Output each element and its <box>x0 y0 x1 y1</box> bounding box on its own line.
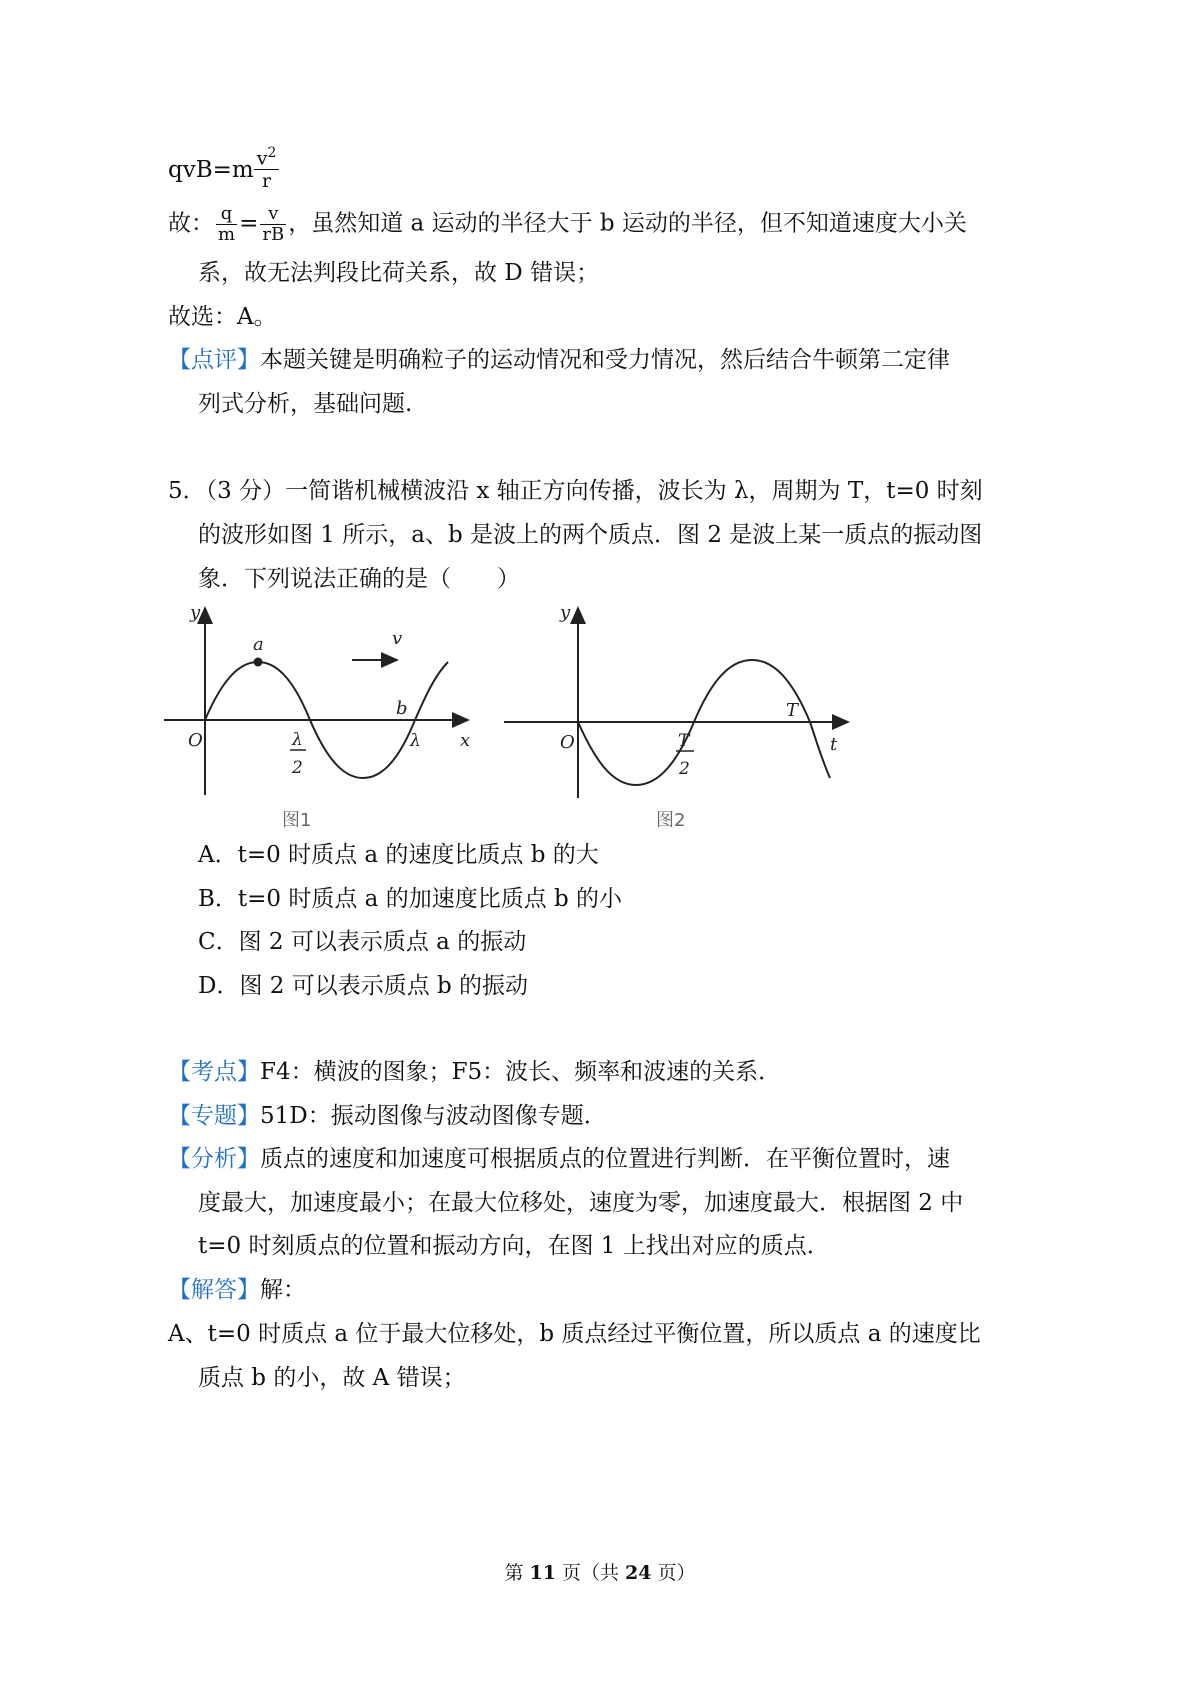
figure-2-vibration <box>500 600 860 830</box>
kaodian-tag: 【考点】 <box>168 1059 260 1085</box>
formula-lorentz <box>168 146 279 196</box>
fig1-point-a-marker <box>254 658 263 667</box>
fig1-half-lambda-num: λ <box>292 730 303 750</box>
formula-lhs: qvB=m <box>168 157 254 184</box>
figure-1-waveform <box>160 600 480 830</box>
zhuanti-tag: 【专题】 <box>168 1103 260 1129</box>
page-footer: 第 11 页（共 24 页） <box>504 1562 696 1584</box>
fig2-caption: 图2 <box>656 810 686 831</box>
fig1-origin-label: O <box>188 730 203 751</box>
option-a: A．t=0 时质点 a 的速度比质点 b 的大 <box>198 842 599 868</box>
fenxi-line-2: 度最大，加速度最小；在最大位移处，速度为零，加速度最大．根据图 2 中 <box>198 1190 964 1216</box>
fig1-point-b-label: b <box>396 698 408 719</box>
jieda-line: 【解答】解： <box>168 1277 306 1303</box>
comment-line-cont: 列式分析，基础问题. <box>198 391 413 417</box>
zhuanti-line: 【专题】51D：振动图像与波动图像专题． <box>168 1103 607 1129</box>
question-line-1: 5．（3 分）一简谐机械横波沿 x 轴正方向传播，波长为 λ，周期为 T，t=0 时刻 <box>168 478 983 504</box>
fig1-lambda-label: λ <box>410 731 421 751</box>
fenxi-tag: 【分析】 <box>168 1146 260 1172</box>
answer-choice: 故选：A。 <box>168 304 277 330</box>
option-d: D．图 2 可以表示质点 b 的振动 <box>198 973 529 999</box>
fenxi-line-1: 【分析】质点的速度和加速度可根据质点的位置进行判断．在平衡位置时，速 <box>168 1146 950 1172</box>
fig1-caption: 图1 <box>282 810 312 831</box>
comment-line: 【点评】本题关键是明确粒子的运动情况和受力情况，然后结合牛顿第二定律 <box>168 347 950 373</box>
fenxi-line-3: t=0 时刻质点的位置和振动方向，在图 1 上找出对应的质点． <box>198 1233 830 1259</box>
fig1-half-lambda-den: 2 <box>292 758 303 778</box>
fig2-T-label: T <box>786 700 799 721</box>
fig1-y-label: y <box>190 602 201 623</box>
fig2-half-T-num: T <box>678 731 690 751</box>
conclusion-line: 故： $\frac{q}{m}$ = $\frac{v}{rB}$ ，虽然知道 a 运动的半径大于 b 运动的半径，但不知道速度大小关 <box>168 203 967 245</box>
velocity-fraction: $\frac{v}{rB}$ <box>262 203 285 245</box>
charge-mass-fraction: $\frac{q}{m}$ <box>218 203 236 245</box>
fig1-point-a-label: a <box>253 634 264 655</box>
jieda-tag: 【解答】 <box>168 1277 260 1303</box>
page-total: 24 <box>625 1562 652 1584</box>
answer-a-line-1: A、t=0 时质点 a 位于最大位移处，b 质点经过平衡位置，所以质点 a 的速度比 <box>168 1321 981 1347</box>
comment-tag: 【点评】 <box>168 347 260 373</box>
option-c: C．图 2 可以表示质点 a 的振动 <box>198 929 527 955</box>
fig1-velocity-label: v <box>392 628 403 649</box>
fig2-y-label: y <box>560 602 571 623</box>
option-b: B．t=0 时质点 a 的加速度比质点 b 的小 <box>198 886 623 912</box>
conclusion-line-cont: 系，故无法判段比荷关系，故 D 错误； <box>198 260 600 286</box>
answer-a-line-2: 质点 b 的小，故 A 错误； <box>198 1365 466 1391</box>
fig2-half-T-den: 2 <box>679 759 690 779</box>
fig2-t-label: t <box>830 734 838 755</box>
formula-fraction: $\frac{v^2}{r}$ <box>254 142 280 192</box>
fig1-x-label: x <box>460 730 471 751</box>
question-line-3: 象．下列说法正确的是（ ） <box>198 566 520 592</box>
question-line-2: 的波形如图 1 所示，a、b 是波上的两个质点．图 2 是波上某一质点的振动图 <box>198 522 983 548</box>
kaodian-line: 【考点】F4：横波的图象；F5：波长、频率和波速的关系． <box>168 1059 782 1085</box>
page-number: 11 <box>529 1562 556 1584</box>
fig2-origin-label: O <box>560 732 575 753</box>
